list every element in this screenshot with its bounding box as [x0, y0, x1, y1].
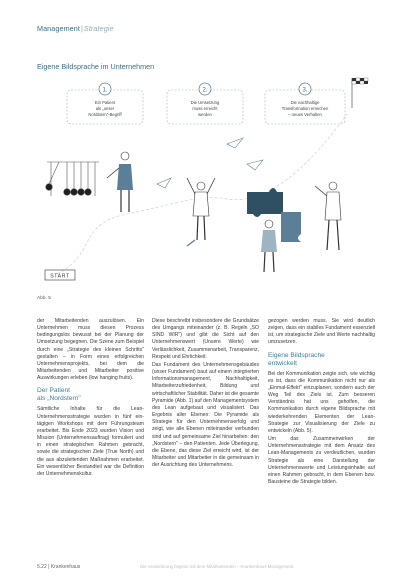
start-label: START — [50, 273, 70, 280]
col3-paragraph-2: Bei der Kommunikation zeigte sich, wie wichtig es ist, dass die Kommunikation nicht nur als „Einmal-Effekt" einzuplanen, sondern auch der Weg Teil des Ziels ist. Zum besseren Verständnis hat uns geholfen, die Kommunikation durch eigene Bildsprache mit wiederkehrenden Elementen der Lean-Strategie zur Visualisierung der Ziele zu entwickeln (Abb. 5). — [268, 370, 375, 434]
col3-heading-line1: Eigene Bildsprache — [268, 351, 325, 359]
page-footer: 5.22 | Krankenhaus — [37, 564, 81, 570]
step-3 — [265, 83, 345, 124]
step-1-line3: Nordstern"-Begriff — [88, 112, 122, 117]
col1-paragraph-1: der Mitarbeitenden auszulösen. Ein Unternehmen muss diesen Prozess bedingungslos bewusst bei der Planung der Umsetzung begegnen. Die Szene zum Beispiel durch eine „Strategie des kleinen Schritts" gestalten – in Form eines erfolgreichen Unternehmensprojekts, bei dem die Mitarbeitenden und Mitarbeiter positive Auswirkungen erleben (low hanging fruits). — [37, 318, 144, 382]
strategy-illustration — [37, 74, 377, 294]
col2-paragraph-1: Diese beschreibt insbesondere die Grundsätze des Umgangs miteinander (z. B. Regeln „SO SIND WIR") und gibt die Sicht auf den Unternehmenswert (Unsere Werte) wie Verlässlichkeit, Zusammenarbeit, Transparenz, Respekt und Ehrlichkeit. — [152, 318, 259, 360]
step-1 — [67, 83, 143, 124]
person-4-figure — [315, 182, 341, 250]
footer-right-text: Die Veränderung beginnt mit dem Mitarbeitenden – Krankenhaus Management — [140, 564, 294, 569]
start-sign — [45, 270, 75, 280]
col3-heading-line2: entwickelt — [268, 359, 297, 367]
text-column-2 — [152, 318, 259, 470]
col1-heading-line2: als „Nordstern" — [37, 395, 81, 403]
finish-flag-icon — [352, 78, 368, 108]
col3-heading — [268, 352, 375, 368]
newtons-cradle-icon — [46, 162, 99, 196]
step-2 — [167, 83, 243, 124]
step-1-line1: Ein Patient — [94, 100, 116, 105]
illustration-figure — [37, 74, 377, 294]
person-1-figure — [107, 152, 133, 212]
col1-heading — [37, 387, 144, 403]
col1-paragraph-2: Sämtliche Inhalte für die Lean-Unternehmensstrategie wurden in fünf ein-tägigen Workshops mit dem Führungsteam erarbeitet. Bis Ende 2023 wurden Vision und Mission (Unternehmensauftrag) formuliert und in einen strategischen Rahmen gebracht, sowie die strategischen Ziele (True North) und die aus abzuleitenden Maßnahmen erarbeitet. Ein wesentlicher Bestandteil war die Definition der Unternehmenskultur. — [37, 406, 144, 477]
text-column-1 — [37, 318, 144, 479]
text-column-3 — [268, 318, 375, 487]
step-2-line3: werden — [198, 112, 212, 117]
header-subsection: Strategie — [83, 24, 114, 33]
step-3-line3: – neues Verhalten — [288, 112, 322, 117]
person-2-figure — [187, 178, 215, 246]
col3-paragraph-3: Um das Zusammenwirken der Unternehmensstrategie mit dem Ansatz des Lean-Managements zu verdeutlichen, wurden Strategie als eine Darstellung der Unternehmenswerte und Leistungsinhalte auf einen Rahmen gebracht, in dem Ebenen bzw. Bausteine die Strategie bilden. — [268, 436, 375, 485]
header-separator: | — [80, 24, 83, 33]
step-1-line2: als „unser — [95, 106, 115, 111]
figure-caption: Abb. 5 — [37, 296, 51, 301]
person-3-figure — [261, 220, 277, 272]
col2-paragraph-2: Das Fundament des Unternehmensgebäudes (unser Fundament) baut auf einem integrierten Informationsmanagement, Nachhaltigkeit, Mitarbeiterzufriedenheit, Bildung und wirtschaftlicher Stabilität. Daher ist die gesamte Pyramide (Abb. 1) auf den Managementsystem des Lean aufgebaut und visualisiert. Das Ergebnis aller Ebenen: Die Pyramide als Strategie für den Unternehmenserfolg und zeigt, wie alle Ebenen miteinander verbunden sind und auf gemeinsame Ziel hinarbeiten: den „Nordstern" – den Patienten. Jede Überlegung, die Ebene, das diese Ziel erreicht wird, ist der Mitarbeiter und Mitarbeiter in die gemeinsam in der Ausrichtung des Unternehmens. — [152, 361, 260, 469]
col1-heading-line1: Der Patient — [37, 387, 70, 395]
step-3-line2: Transformation erreichen — [281, 106, 329, 111]
col3-paragraph-1: gezogen werden muss. Sie wird deutlich zeigen, dass ein stabiles Fundament essenziell ist, um strategische Ziele und Werte nachhaltig umzusetzen. — [268, 318, 375, 346]
paper-plane-icon — [157, 138, 263, 188]
step-2-line2: muss erreicht — [192, 106, 218, 111]
step-3-number: 3. — [302, 87, 308, 94]
header-section: Management — [37, 24, 80, 33]
figure-title: Eigene Bildsprache im Unternehmen — [37, 62, 155, 71]
step-2-line1: Die Umsetzung — [190, 100, 220, 105]
step-3-line1: Die nachhaltige — [290, 100, 320, 105]
step-2-number: 2. — [202, 87, 208, 94]
running-header — [37, 24, 114, 33]
step-1-number: 1. — [102, 87, 108, 94]
